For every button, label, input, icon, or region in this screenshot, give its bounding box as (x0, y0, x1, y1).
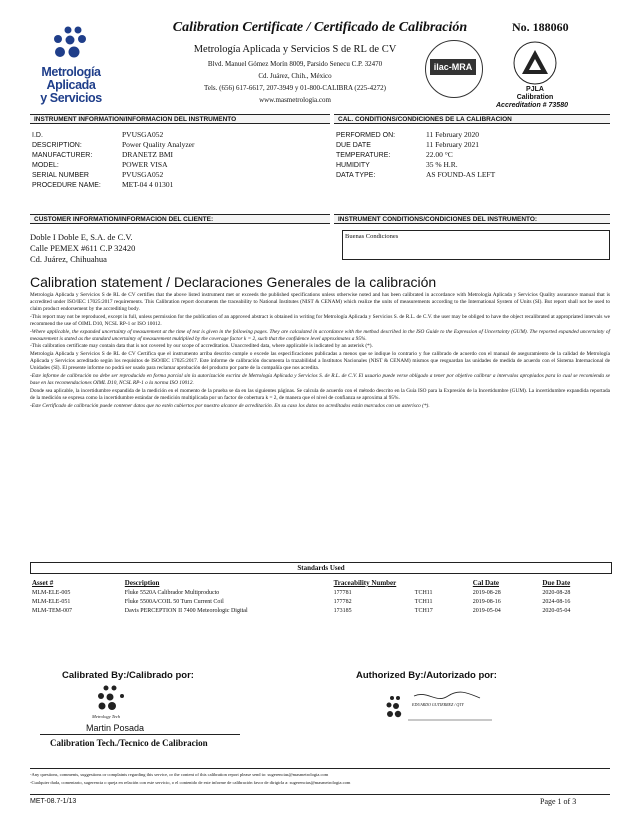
standards-header-row (30, 578, 610, 588)
authorized-by-label: Authorized By:/Autorizado por: (356, 670, 497, 681)
instrument-field-row (32, 170, 332, 180)
standards-header-cell: Cal Date (472, 579, 500, 587)
instrument-field-row (32, 130, 332, 140)
standards-cell: MLM-TEM-007 (32, 607, 72, 614)
company-web: www.masmetrologia.com (259, 96, 331, 104)
standards-cell: 2019-08-28 (472, 589, 501, 596)
table-row (30, 597, 610, 606)
tech-title: Calibration Tech./Tecnico de Calibracion (50, 738, 208, 748)
company-address1: Blvd. Manuel Gómez Morín 8009, Parsido Senecu C.P. 32470 (207, 60, 383, 68)
pjla-sub: Calibration (516, 94, 554, 101)
standards-header-cell: Traceability Number (333, 579, 397, 587)
condition-field-row (336, 150, 612, 160)
instrument-field-value: MET-04 4 01301 (122, 180, 174, 189)
statement-paragraph: -This report may not be reproduced, except in full, unless permission for the publication of an approved abstract is obtained in writing for Metrología Aplicada y Servicios S. de R.L. de C.V. the user may be obliged to have the object recalibrated at appropriated intervals we recommend the use of OIML D10, NCSL RP-1 or ISO 10012. (30, 313, 610, 327)
certificate-number: No. 188060 (512, 20, 569, 34)
standards-header-cell: Description (124, 579, 160, 587)
accreditation-number: Accreditation # 73580 (496, 102, 568, 109)
standards-header-cell: Due Date (542, 579, 571, 587)
standards-cell: 2019-08-16 (472, 598, 501, 605)
standards-cell: 177782 (333, 598, 352, 605)
table-row (30, 588, 610, 597)
condition-field-label: TEMPERATURE: (336, 152, 391, 159)
tech-name: Martin Posada (86, 723, 145, 733)
condition-field-row (336, 170, 612, 180)
authorized-signature-icon (380, 690, 510, 726)
standards-cell: TCH11 (414, 598, 433, 605)
company-logo-text (16, 66, 126, 105)
standards-cell: MLM-ELE-005 (32, 589, 71, 596)
conditions-fields (336, 130, 612, 180)
condition-field-value: 22.00 °C (426, 150, 453, 159)
tech-brand: Metrology Tech (92, 714, 121, 719)
instrument-field-label: I.D. (32, 132, 43, 139)
instrument-field-label: PROCEDURE NAME: (32, 182, 101, 189)
standards-header-cell (413, 578, 471, 588)
certificate-title: Calibration Certificate / Certificado de Calibración (172, 20, 468, 35)
tech-signature-icon (92, 684, 132, 712)
instr-cond-box (342, 230, 610, 260)
instr-cond-value: Buenas Condiciones (345, 233, 399, 240)
instrument-field-value: Power Quality Analyzer (122, 140, 195, 149)
instrument-field-row (32, 140, 332, 150)
customer-block (30, 232, 135, 265)
standards-cell: TCH17 (414, 607, 433, 614)
condition-field-row (336, 140, 612, 150)
condition-field-row (336, 160, 612, 170)
standards-table (30, 578, 610, 615)
conditions-section-header: CAL. CONDITIONS/CONDICIONES DE LA CALIBRACION (334, 114, 610, 124)
calibrated-by-label: Calibrated By:/Calibrado por: (62, 670, 194, 681)
footer-line2: -Cualquier duda, comentario, sugerencia o queja en relación con este servicio, o el contenido de este informe de calibración favor de dirigirla a: sugerencias@masmetrologia.com (30, 780, 351, 785)
standards-title: Standards Used (30, 562, 612, 574)
statement-paragraph: -Este Certificado de calibración puede contener datos que no estén cubiertos por nuestro alcance de acreditación. En su caso los datos no acreditados están marcados con un asterisco (*). (30, 402, 430, 409)
footer-divider (30, 768, 610, 769)
instrument-section-header: INSTRUMENT INFORMATION/INFORMACION DEL INSTRUMENTO (30, 114, 330, 124)
instrument-field-value: DRANETZ BMI (122, 150, 174, 159)
company-logo-icon (40, 24, 100, 64)
instrument-field-row (32, 180, 332, 190)
instrument-fields (32, 130, 332, 190)
statement-paragraph: -Este informe de calibración no debe ser reproducido en forma parcial sin la autorización escrita de Metrología Aplicada y Servicios S. de R.L. de C.V. El usuario puede verse obligado a tener por objetivo calibrar a intervalos apropiados para lo cual se recomienda se base en las recomendaciones OIML D10, NCSL RP-1 o la norma ISO 10012. (30, 373, 610, 387)
statement-paragraph: -Where applicable, the expanded uncertainty of measurement at the time of test is given in the following pages. They are calculated in accordance with the method described in the ISO Guide to the Expression of Uncertainty (GUM). The reported expanded uncertainty of measurement is stated as the standard uncertainty of measurement multiplied by the coverage factor k = 2, such that the confidence level approximates a 95%. (30, 328, 610, 342)
statement-paragraph: -This calibration certificate may contain data that is not covered by our scope of accreditation. Unaccredited data, where applicable is indicated by an asterisk (*). (30, 343, 373, 350)
company-phone: Tels. (656) 617-6617, 207-3949 y 01-800-CALIBRA (225-4272) (204, 84, 386, 92)
company-address2: Cd. Juárez, Chih., México (258, 72, 332, 80)
condition-field-value: 11 February 2020 (426, 130, 480, 139)
condition-field-value: 11 February 2021 (426, 140, 480, 149)
instrument-field-label: MODEL: (32, 162, 59, 169)
condition-field-label: DUE DATE (336, 142, 371, 149)
table-row (30, 606, 610, 615)
instrument-field-row (32, 160, 332, 170)
standards-cell: Fluke 5520A Calibrador Multiproducto (124, 589, 220, 596)
instrument-field-row (32, 150, 332, 160)
condition-field-label: PERFORMED ON: (336, 132, 396, 139)
condition-field-label: HUMIDITY (336, 162, 370, 169)
page-number: Page 1 of 3 (540, 797, 577, 806)
footer-divider-2 (30, 794, 610, 795)
statement-paragraph: Donde sea aplicable, la incertidumbre expandida de la medición en el momento de la prueba se da en las siguientes páginas. Se calcula de acuerdo con el método descrito en la Guía ISO para la Expresión de la Incertidumbre (GUM). La incertidumbre expandida reportada de la medición se expresa como la incertidumbre estándar de medición multiplicada por un factor de cobertura k = 2, de manera que el nivel de confianza se aproxima al 95%. (30, 387, 610, 401)
company-name: Metrología Aplicada y Servicios S de RL de CV (193, 44, 397, 55)
pjla-text (500, 86, 570, 102)
instr-cond-section-header: INSTRUMENT CONDITIONS/CONDICIONES DEL INSTRUMENTO: (334, 214, 610, 224)
standards-cell: Fluke 5500A/COIL 50 Turn Current Coil (124, 598, 224, 605)
instrument-field-value: PVUSGA052 (122, 170, 164, 179)
statement-paragraph: Metrología Aplicada y Servicios S de RL de CV certifies that the above listed instrument met or exceeds the published specifications unless otherwise noted and has been calibrated in accordance with Metrología Aplicada y Servicios Quality assurance manual that is accredited under ISO/IEC 17025:2017 requirements. This Calibration report documents the traceability to National Institutes (NIST & CENAM) which realize the units of measurements according to the International System of Units (SI). But report shall not be used to claim product endorsement by the accrediting body. (30, 292, 610, 313)
customer-name: Doble I Doble E, S.A. de C.V. (30, 232, 133, 242)
standards-cell: 2024-08-16 (542, 598, 571, 605)
authorized-name: EDUARDO GUTIERREZ / QTY (412, 702, 464, 707)
customer-section-header: CUSTOMER INFORMATION/INFORMACION DEL CLIENTE: (30, 214, 330, 224)
standards-cell: MLM-ELE-051 (32, 598, 71, 605)
condition-field-value: AS FOUND-AS LEFT (426, 170, 496, 179)
customer-city: Cd. Juárez, Chihuahua (30, 254, 107, 264)
condition-field-label: DATA TYPE: (336, 172, 376, 179)
statement-body (30, 292, 610, 410)
standards-cell: 2019-05-04 (472, 607, 501, 614)
statement-paragraph: Metrología Aplicada y Servicios S de RL de CV Certifica que el instrumento arriba descrito cumple o excede las especificaciones publicadas a menos que se indique lo contrario y fue calibrado de acuerdo con el manual de aseguramiento de la calidad de Metrología Aplicada y Servicios acreditado según los requisitos de ISO/IEC 17025:2017. Este informe de calibración documenta la trazabilidad a Institutos Nacionales (NIST & CENAM) mismos que resguardan las unidades de medida de acuerdo con el Sistema Internacional de Unidades (SI). El presente informe no podrá ser usado para reclamar aprobación del producto por parte de la compañía que nos acredita. (30, 351, 610, 372)
condition-field-row (336, 130, 612, 140)
standards-cell: TCH11 (414, 589, 433, 596)
form-code: MET-08.7-1/13 (30, 798, 77, 805)
standards-cell: 177781 (333, 589, 352, 596)
condition-field-value: 35 % H.R. (426, 160, 458, 169)
footer-line1: -Any questions, comments, suggestions or complaints regarding this service, or the content of this calibration report please send to: sugerencias@masmetrologia.com (30, 772, 329, 777)
ilac-label: ilac-MRA (430, 59, 476, 75)
standards-cell: 2020-05-04 (542, 607, 571, 614)
pjla-logo-icon (512, 40, 558, 86)
instrument-field-value: PVUSGA052 (122, 130, 164, 139)
instrument-field-label: DESCRIPTION: (32, 142, 82, 149)
standards-header-cell: Asset # (32, 579, 54, 587)
tech-signature-line (40, 734, 240, 735)
statement-title: Calibration statement / Declaraciones Generales de la calibración (30, 274, 437, 290)
logo-line1: Metrología Aplicada (41, 65, 101, 92)
logo-line2: y Servicios (40, 91, 102, 105)
pjla-label: PJLA (526, 86, 544, 93)
instrument-field-label: MANUFACTURER: (32, 152, 93, 159)
standards-cell: 173185 (333, 607, 352, 614)
standards-cell: Davis PERCEPTION II 7400 Meteorologic Digital (124, 607, 248, 614)
instrument-field-value: POWER VISA (122, 160, 168, 169)
standards-cell: 2020-08-28 (542, 589, 571, 596)
instrument-field-label: SERIAL NUMBER (32, 172, 89, 179)
customer-street: Calle PEMEX #611 C.P 32420 (30, 243, 136, 253)
